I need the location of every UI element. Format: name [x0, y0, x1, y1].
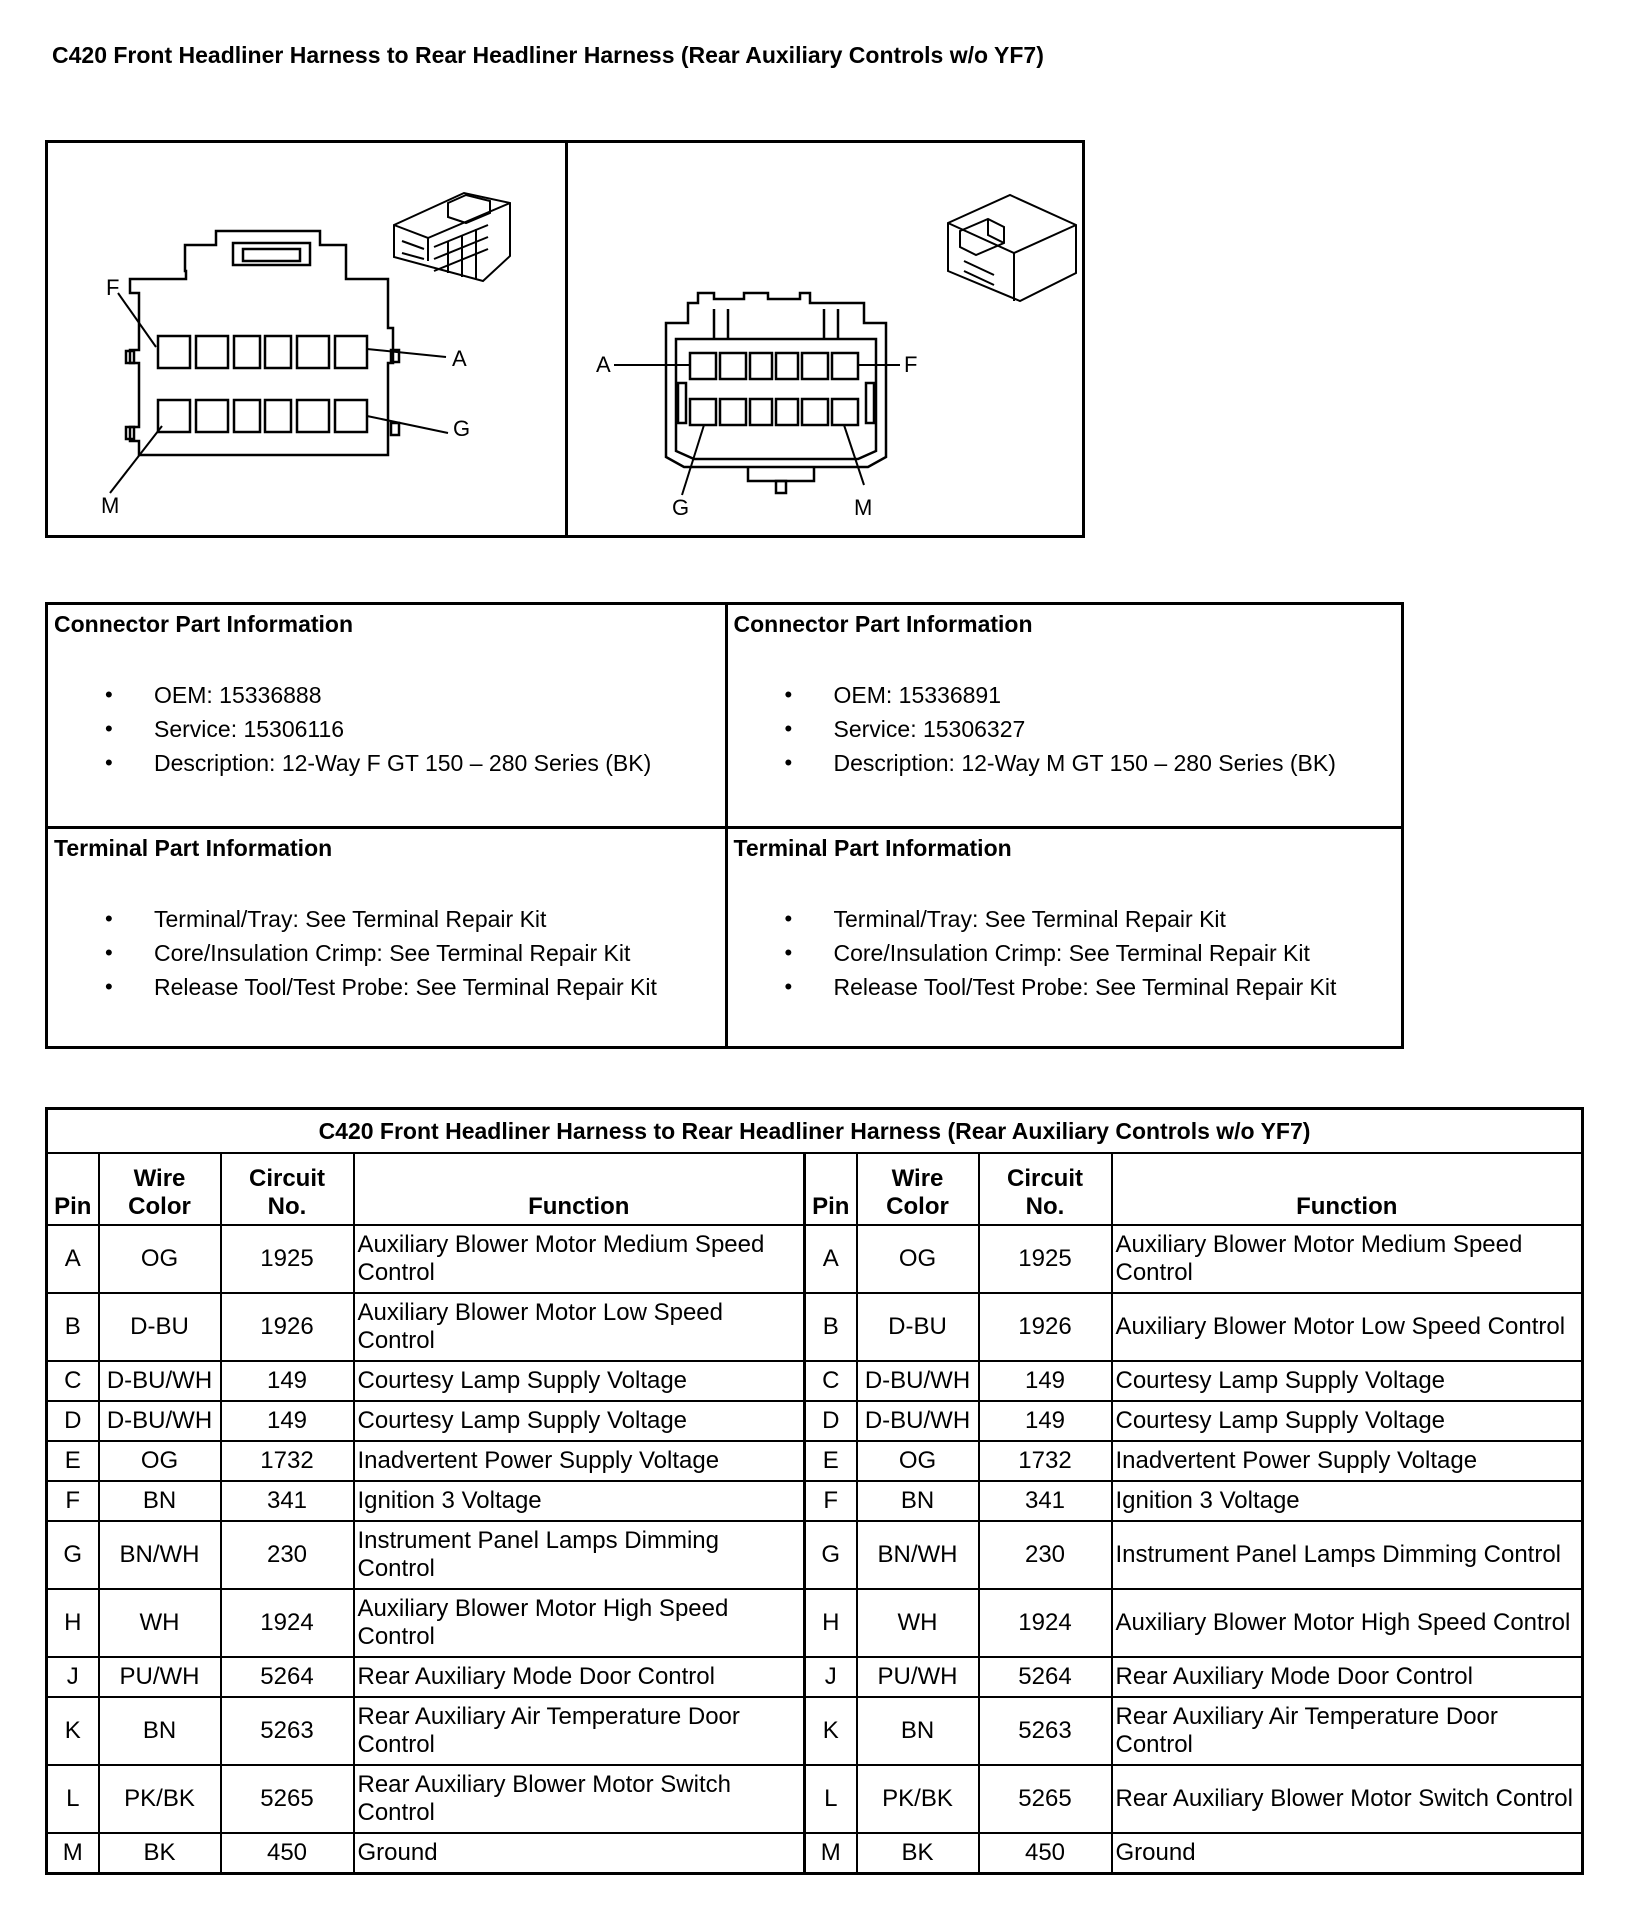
- page-title: C420 Front Headliner Harness to Rear Headliner Harness (Rear Auxiliary Controls w/o YF7): [52, 42, 1044, 68]
- circuit-cell: 230: [221, 1521, 354, 1589]
- header-function: Function: [1112, 1153, 1583, 1225]
- male-connector-drawing: [568, 143, 1085, 535]
- circuit-cell: 5263: [979, 1697, 1112, 1765]
- wire-color-cell: OG: [857, 1225, 979, 1293]
- pinout-table: [45, 1107, 1584, 1875]
- circuit-cell: 450: [979, 1833, 1112, 1874]
- header-wire-color: Wire Color: [99, 1153, 221, 1225]
- wire-color-cell: D-BU/WH: [99, 1361, 221, 1401]
- wire-color-cell: PU/WH: [99, 1657, 221, 1697]
- circuit-cell: 1926: [221, 1293, 354, 1361]
- right-label-m: M: [854, 495, 873, 520]
- pin-cell: F: [805, 1481, 857, 1521]
- wire-color-cell: PK/BK: [99, 1765, 221, 1833]
- function-cell: Ignition 3 Voltage: [1112, 1481, 1583, 1521]
- circuit-cell: 450: [221, 1833, 354, 1874]
- pin-cell: K: [47, 1697, 99, 1765]
- table-row: [47, 1589, 1583, 1657]
- function-cell: Courtesy Lamp Supply Voltage: [354, 1401, 805, 1441]
- circuit-cell: 1732: [221, 1441, 354, 1481]
- function-cell: Auxiliary Blower Motor Low Speed Control: [354, 1293, 805, 1361]
- pin-cell: G: [805, 1521, 857, 1589]
- pin-cell: B: [47, 1293, 99, 1361]
- function-cell: Ignition 3 Voltage: [354, 1481, 805, 1521]
- left-connector-heading: Connector Part Information: [54, 611, 354, 637]
- function-cell: Rear Auxiliary Blower Motor Switch Control: [1112, 1765, 1583, 1833]
- list-item: • Core/Insulation Crimp: See Terminal Repair Kit: [54, 936, 719, 970]
- left-label-m: M: [101, 493, 120, 518]
- table-row: [47, 1293, 1583, 1361]
- wire-color-cell: BN: [99, 1697, 221, 1765]
- function-cell: Auxiliary Blower Motor Medium Speed Control: [1112, 1225, 1583, 1293]
- function-cell: Auxiliary Blower Motor High Speed Control: [1112, 1589, 1583, 1657]
- pin-cell: B: [805, 1293, 857, 1361]
- function-cell: Courtesy Lamp Supply Voltage: [354, 1361, 805, 1401]
- table-row: [47, 1481, 1583, 1521]
- circuit-cell: 149: [979, 1401, 1112, 1441]
- list-item: • Description: 12-Way M GT 150 – 280 Series (BK): [734, 746, 1396, 780]
- header-wire-color: Wire Color: [857, 1153, 979, 1225]
- right-label-g: G: [672, 495, 690, 520]
- wire-color-cell: OG: [857, 1441, 979, 1481]
- table-row: [47, 1697, 1583, 1765]
- list-item: • Release Tool/Test Probe: See Terminal Repair Kit: [734, 970, 1396, 1004]
- pin-cell: D: [47, 1401, 99, 1441]
- table-row: [47, 1521, 1583, 1589]
- wire-color-cell: BN: [857, 1481, 979, 1521]
- right-connector-info: [725, 605, 1402, 826]
- pin-cell: G: [47, 1521, 99, 1589]
- list-item: • Terminal/Tray: See Terminal Repair Kit: [734, 902, 1396, 936]
- pin-cell: A: [805, 1225, 857, 1293]
- male-connector-iso-sketch: [948, 195, 1076, 301]
- left-terminal-heading: Terminal Part Information: [54, 834, 333, 861]
- pin-cell: M: [805, 1833, 857, 1874]
- pin-cell: L: [47, 1765, 99, 1833]
- circuit-cell: 1925: [979, 1225, 1112, 1293]
- function-cell: Courtesy Lamp Supply Voltage: [1112, 1361, 1583, 1401]
- circuit-cell: 1926: [979, 1293, 1112, 1361]
- pin-cell: J: [47, 1657, 99, 1697]
- circuit-cell: 5264: [221, 1657, 354, 1697]
- wire-color-cell: PU/WH: [857, 1657, 979, 1697]
- circuit-cell: 5265: [221, 1765, 354, 1833]
- pin-cell: H: [47, 1589, 99, 1657]
- female-connector-iso-sketch: [394, 193, 510, 281]
- wire-color-cell: D-BU: [99, 1293, 221, 1361]
- table-row: [47, 1441, 1583, 1481]
- pin-cell: E: [47, 1441, 99, 1481]
- circuit-cell: 1732: [979, 1441, 1112, 1481]
- circuit-cell: 230: [979, 1521, 1112, 1589]
- pin-cell: D: [805, 1401, 857, 1441]
- right-label-a: A: [596, 352, 611, 377]
- right-terminal-list: [734, 902, 1396, 1004]
- wire-color-cell: D-BU: [857, 1293, 979, 1361]
- right-connector-list: [734, 678, 1396, 780]
- circuit-cell: 149: [221, 1401, 354, 1441]
- pin-cell: F: [47, 1481, 99, 1521]
- header-pin: Pin: [47, 1153, 99, 1225]
- pin-cell: H: [805, 1589, 857, 1657]
- list-item: • OEM: 15336888: [54, 678, 719, 712]
- header-function: Function: [354, 1153, 805, 1225]
- wire-color-cell: BN: [857, 1697, 979, 1765]
- wire-color-cell: BN/WH: [99, 1521, 221, 1589]
- header-circuit-no: Circuit No.: [221, 1153, 354, 1225]
- header-circuit-no: Circuit No.: [979, 1153, 1112, 1225]
- function-cell: Inadvertent Power Supply Voltage: [354, 1441, 805, 1481]
- wire-color-cell: WH: [857, 1589, 979, 1657]
- right-terminal-heading: Terminal Part Information: [733, 834, 1012, 861]
- circuit-cell: 341: [221, 1481, 354, 1521]
- table-row: [47, 1833, 1583, 1874]
- circuit-cell: 5264: [979, 1657, 1112, 1697]
- table-row: [47, 1401, 1583, 1441]
- table-header-row: [47, 1153, 1583, 1225]
- female-connector-drawing: [48, 143, 565, 535]
- wire-color-cell: WH: [99, 1589, 221, 1657]
- right-connector-heading: Connector Part Information: [733, 611, 1033, 637]
- wire-color-cell: PK/BK: [857, 1765, 979, 1833]
- function-cell: Auxiliary Blower Motor Low Speed Control: [1112, 1293, 1583, 1361]
- list-item: • Core/Insulation Crimp: See Terminal Repair Kit: [734, 936, 1396, 970]
- table-row: [47, 1361, 1583, 1401]
- pin-cell: C: [805, 1361, 857, 1401]
- circuit-cell: 1924: [979, 1589, 1112, 1657]
- list-item: • Description: 12-Way F GT 150 – 280 Series (BK): [54, 746, 719, 780]
- wire-color-cell: D-BU/WH: [99, 1401, 221, 1441]
- right-terminal-info: [725, 826, 1402, 1047]
- function-cell: Rear Auxiliary Air Temperature Door Control: [354, 1697, 805, 1765]
- pin-cell: A: [47, 1225, 99, 1293]
- header-pin: Pin: [805, 1153, 857, 1225]
- left-terminal-info: [48, 826, 725, 1047]
- table-row: [47, 1765, 1583, 1833]
- function-cell: Courtesy Lamp Supply Voltage: [1112, 1401, 1583, 1441]
- wire-color-cell: BK: [857, 1833, 979, 1874]
- function-cell: Rear Auxiliary Air Temperature Door Control: [1112, 1697, 1583, 1765]
- table-caption: C420 Front Headliner Harness to Rear Headliner Harness (Rear Auxiliary Controls w/o YF7): [47, 1109, 1583, 1154]
- left-label-a: A: [452, 346, 467, 371]
- list-item: • OEM: 15336891: [734, 678, 1396, 712]
- left-label-f: F: [106, 275, 120, 300]
- wire-color-cell: D-BU/WH: [857, 1361, 979, 1401]
- function-cell: Instrument Panel Lamps Dimming Control: [354, 1521, 805, 1589]
- table-row: [47, 1657, 1583, 1697]
- function-cell: Ground: [1112, 1833, 1583, 1874]
- function-cell: Auxiliary Blower Motor High Speed Control: [354, 1589, 805, 1657]
- pin-cell: C: [47, 1361, 99, 1401]
- table-row: [47, 1225, 1583, 1293]
- pin-cell: E: [805, 1441, 857, 1481]
- pin-cell: J: [805, 1657, 857, 1697]
- list-item: • Release Tool/Test Probe: See Terminal Repair Kit: [54, 970, 719, 1004]
- function-cell: Rear Auxiliary Blower Motor Switch Control: [354, 1765, 805, 1833]
- list-item: • Terminal/Tray: See Terminal Repair Kit: [54, 902, 719, 936]
- list-item: • Service: 15306116: [54, 712, 719, 746]
- left-label-g: G: [453, 416, 471, 441]
- connector-diagram-frame: [45, 140, 1085, 538]
- function-cell: Ground: [354, 1833, 805, 1874]
- circuit-cell: 1924: [221, 1589, 354, 1657]
- wire-color-cell: BK: [99, 1833, 221, 1874]
- wire-color-cell: BN: [99, 1481, 221, 1521]
- left-connector-info: [48, 605, 725, 826]
- circuit-cell: 5265: [979, 1765, 1112, 1833]
- left-terminal-list: [54, 902, 719, 1004]
- wire-color-cell: D-BU/WH: [857, 1401, 979, 1441]
- circuit-cell: 1925: [221, 1225, 354, 1293]
- pin-cell: L: [805, 1765, 857, 1833]
- circuit-cell: 5263: [221, 1697, 354, 1765]
- pin-cell: M: [47, 1833, 99, 1874]
- function-cell: Auxiliary Blower Motor Medium Speed Control: [354, 1225, 805, 1293]
- circuit-cell: 149: [221, 1361, 354, 1401]
- left-connector-list: [54, 678, 719, 780]
- list-item: • Service: 15306327: [734, 712, 1396, 746]
- wire-color-cell: OG: [99, 1441, 221, 1481]
- right-label-f: F: [904, 352, 918, 377]
- circuit-cell: 149: [979, 1361, 1112, 1401]
- pin-cell: K: [805, 1697, 857, 1765]
- wire-color-cell: OG: [99, 1225, 221, 1293]
- part-info-table: [45, 602, 1404, 1049]
- circuit-cell: 341: [979, 1481, 1112, 1521]
- function-cell: Instrument Panel Lamps Dimming Control: [1112, 1521, 1583, 1589]
- function-cell: Rear Auxiliary Mode Door Control: [354, 1657, 805, 1697]
- function-cell: Inadvertent Power Supply Voltage: [1112, 1441, 1583, 1481]
- wire-color-cell: BN/WH: [857, 1521, 979, 1589]
- function-cell: Rear Auxiliary Mode Door Control: [1112, 1657, 1583, 1697]
